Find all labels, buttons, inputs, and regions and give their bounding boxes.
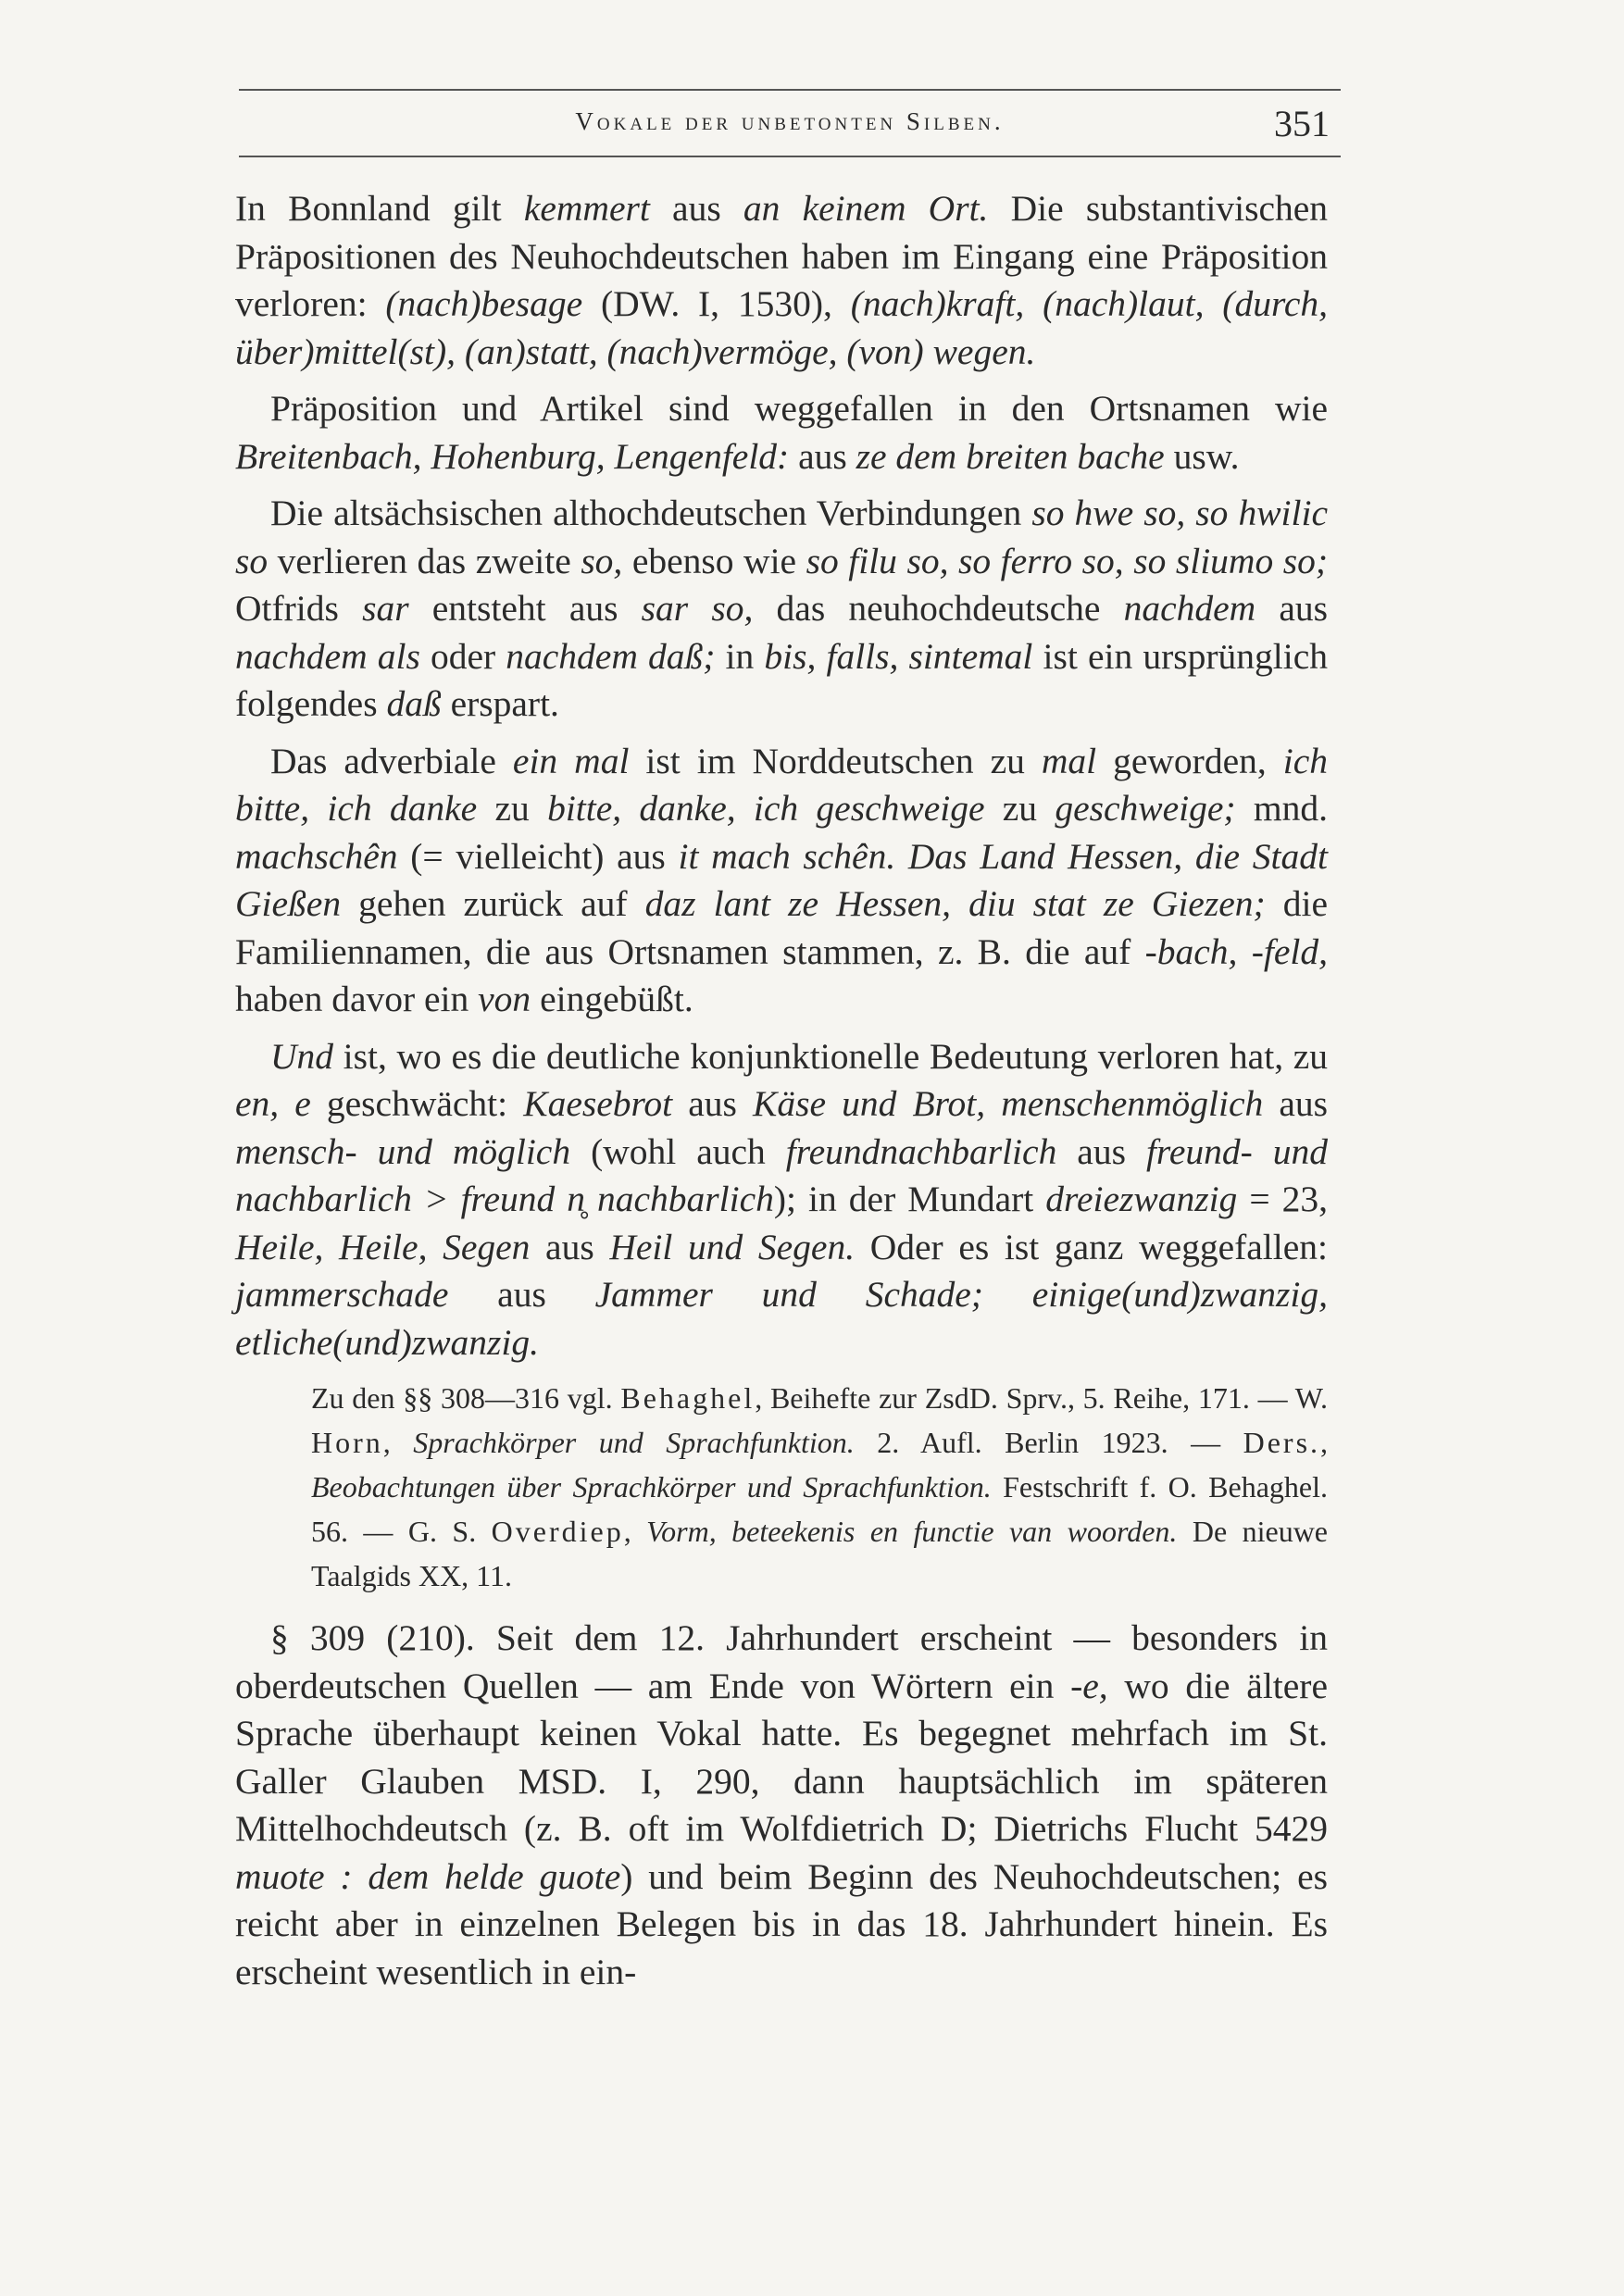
text-run: daz lant ze Hessen, diu stat ze Giezen; xyxy=(644,883,1266,924)
running-title: Vokale der unbetonten Silben. xyxy=(575,107,1005,135)
text-run: , Beihefte zur ZsdD. Sprv., 5. Reihe, 171. — W. xyxy=(755,1381,1329,1415)
author-name: Ders. xyxy=(1243,1426,1321,1459)
text-run: in xyxy=(715,635,765,677)
text-run: aus xyxy=(1056,1130,1146,1172)
text-run: oder xyxy=(419,635,506,677)
text-run: Kaesebrot xyxy=(523,1083,673,1124)
text-run: -e, xyxy=(1070,1665,1108,1706)
paragraph-5 xyxy=(235,1033,1328,1367)
text-run: nachdem daß; xyxy=(506,635,716,677)
text-run: Festschrift f. O. Behaghel. 56. — G. S. xyxy=(311,1470,1328,1548)
text-run: Die substantivischen Präpositionen des Neuhochdeutschen haben im Eingang eine Präposition verloren: xyxy=(235,188,1329,324)
author-name: Behaghel xyxy=(620,1381,756,1415)
text-run: jammerschade xyxy=(235,1274,449,1315)
text-run: ) und beim Beginn des Neuhochdeutschen; es reicht aber in einzelnen Belegen bis in das 18. Jahrhundert hinein. Es erscheint wesentlich in ein- xyxy=(235,1855,1328,1992)
paragraph-3 xyxy=(235,490,1328,729)
text-run: aus xyxy=(1255,588,1329,629)
text-run: In Bonnland gilt xyxy=(235,188,524,229)
text-run: ); in der Mundart xyxy=(773,1179,1046,1219)
running-header xyxy=(239,100,1341,148)
text-run: gehen zurück auf xyxy=(341,883,645,924)
text-run: Die altsächsischen althochdeutschen Verbindungen xyxy=(270,493,1032,533)
text-run: aus xyxy=(448,1274,595,1315)
text-run: Zu den §§ 308—316 vgl. xyxy=(311,1381,621,1415)
text-run: das neuhochdeutsche xyxy=(753,588,1124,629)
text-run: freund- und nachbarlich > freund n̥ nachbarlich xyxy=(235,1130,1328,1219)
text-run: geworden, xyxy=(1096,740,1283,781)
text-run: machschên xyxy=(235,835,398,877)
text-run: bitte, danke, ich geschweige xyxy=(547,788,985,829)
text-run: aus xyxy=(789,435,856,477)
text-run: eingebüßt. xyxy=(531,979,693,1019)
text-run: Jammer und Schade; einige(und)zwanzig, etliche(und)zwanzig. xyxy=(235,1274,1329,1363)
text-run: (wohl auch xyxy=(570,1130,786,1172)
text-run: ist, wo es die deutliche konjunktionelle Bedeutung verloren hat, zu xyxy=(333,1035,1328,1077)
text-run: it mach schên. Das Land Hessen, die Stadt Gießen xyxy=(235,835,1328,924)
text-run: usw. xyxy=(1164,435,1240,477)
text-run: geschwächt: xyxy=(310,1083,524,1124)
body-text xyxy=(235,185,1328,2005)
text-run: bis, falls, sintemal xyxy=(764,635,1033,677)
text-run: sar xyxy=(362,588,409,629)
text-run: geschweige; xyxy=(1055,788,1236,829)
text-run: Sprachkörper und Sprachfunktion. xyxy=(413,1426,855,1459)
text-run: = 23, xyxy=(1237,1179,1328,1219)
text-run: ze dem breiten bache xyxy=(856,435,1165,477)
text-run: sar so, xyxy=(641,588,754,629)
literature-note xyxy=(311,1376,1328,1598)
paragraph-2 xyxy=(235,385,1328,480)
text-run: (nach)besage xyxy=(385,283,583,324)
text-run: Präposition und Artikel sind weggefallen in den Ortsnamen wie xyxy=(270,388,1328,429)
paragraph-6 xyxy=(235,1615,1328,1996)
text-run: von xyxy=(478,979,531,1019)
text-run: an keinem Ort. xyxy=(743,188,989,229)
text-run: § 309 (210). Seit dem 12. Jahrhundert erscheint — besonders in oberdeutschen Quellen — am Ende von Wörtern ein xyxy=(235,1617,1328,1706)
paragraph-4 xyxy=(235,738,1328,1024)
text-run: 2. Aufl. Berlin 1923. — xyxy=(854,1426,1243,1459)
text-run: zu xyxy=(984,788,1056,829)
text-run: Käse und Brot, menschenmöglich xyxy=(753,1083,1264,1124)
text-run: entsteht aus xyxy=(408,588,642,629)
text-run: wo die ältere Sprache überhaupt keinen Vokal hatte. Es begegnet mehrfach im St. Galler Glauben MSD. I, 290, dann hauptsächlich im späteren Mittelhochdeutsch (z. B. oft im Wolfdietrich D; Dietrichs Flucht 5429 xyxy=(235,1665,1328,1849)
header-rule-bottom xyxy=(239,156,1341,157)
author-name: Overdiep xyxy=(491,1515,624,1548)
text-run: mensch- und möglich xyxy=(235,1130,571,1172)
text-run: ebenso wie xyxy=(622,540,806,581)
text-run: haben davor ein xyxy=(235,979,479,1019)
text-run: verlieren das zweite xyxy=(268,540,581,581)
text-run: De nieuwe Taalgids XX, 11. xyxy=(311,1515,1329,1592)
text-run: ich bitte, ich danke xyxy=(235,740,1328,829)
text-run: -bach, -feld, xyxy=(1144,930,1328,972)
text-run: ein mal xyxy=(512,740,630,781)
text-run: Heil und Segen. xyxy=(609,1226,856,1267)
text-run: ist im Norddeutschen zu xyxy=(629,740,1042,781)
text-run: daß xyxy=(386,683,442,724)
text-run: dreiezwanzig xyxy=(1045,1179,1238,1219)
text-run: Oder es ist ganz weggefallen: xyxy=(855,1226,1329,1267)
text-run: aus xyxy=(530,1226,610,1267)
text-run: aus xyxy=(1263,1083,1328,1124)
header-rule-top xyxy=(239,89,1341,91)
text-run: Heile, Heile, Segen xyxy=(235,1226,531,1267)
text-run: so hwe so, so hwilic so xyxy=(235,493,1329,581)
text-run: aus xyxy=(672,1083,754,1124)
text-run: (DW. I, 1530), xyxy=(582,283,851,324)
text-run: , xyxy=(623,1515,647,1548)
text-run: Das adverbiale xyxy=(270,740,513,781)
text-run: kemmert xyxy=(523,188,650,229)
text-run: mnd. xyxy=(1235,788,1328,829)
text-run: Vorm, beteekenis en functie van woorden. xyxy=(646,1515,1178,1548)
text-run: , xyxy=(382,1426,414,1459)
text-run: erspart. xyxy=(441,683,559,724)
text-run: so filu so, so ferro so, so sliumo so; xyxy=(806,540,1328,581)
text-run: Beobachtungen über Sprachkörper und Sprachfunktion. xyxy=(311,1470,992,1504)
text-run: nachdem als xyxy=(235,635,420,677)
author-name: Horn xyxy=(311,1426,383,1459)
text-run: die Familiennamen, die aus Ortsnamen stammen, z. B. die auf xyxy=(235,883,1328,972)
text-run: (nach)kraft, (nach)laut, (durch, über)mittel(st), (an)statt, (nach)vermöge, (von) wegen. xyxy=(235,283,1329,372)
text-run: so, xyxy=(581,540,623,581)
text-run: (= vielleicht) aus xyxy=(397,835,679,877)
text-run: Breitenbach, Hohenburg, Lengenfeld: xyxy=(235,435,790,477)
text-run: nachdem xyxy=(1123,588,1256,629)
text-run: Und xyxy=(270,1035,334,1077)
text-run: Otfrids xyxy=(235,588,363,629)
text-run: freundnachbarlich xyxy=(785,1130,1057,1172)
paragraph-1 xyxy=(235,185,1328,376)
text-run: aus xyxy=(649,188,743,229)
text-run: ist ein ursprünglich folgendes xyxy=(235,635,1328,724)
text-run: zu xyxy=(477,788,548,829)
text-run: mal xyxy=(1041,740,1097,781)
text-run: muote : dem helde guote xyxy=(235,1855,621,1897)
text-run: , xyxy=(1320,1426,1329,1459)
text-run: en, e xyxy=(235,1083,311,1124)
page-number: 351 xyxy=(1274,103,1330,144)
